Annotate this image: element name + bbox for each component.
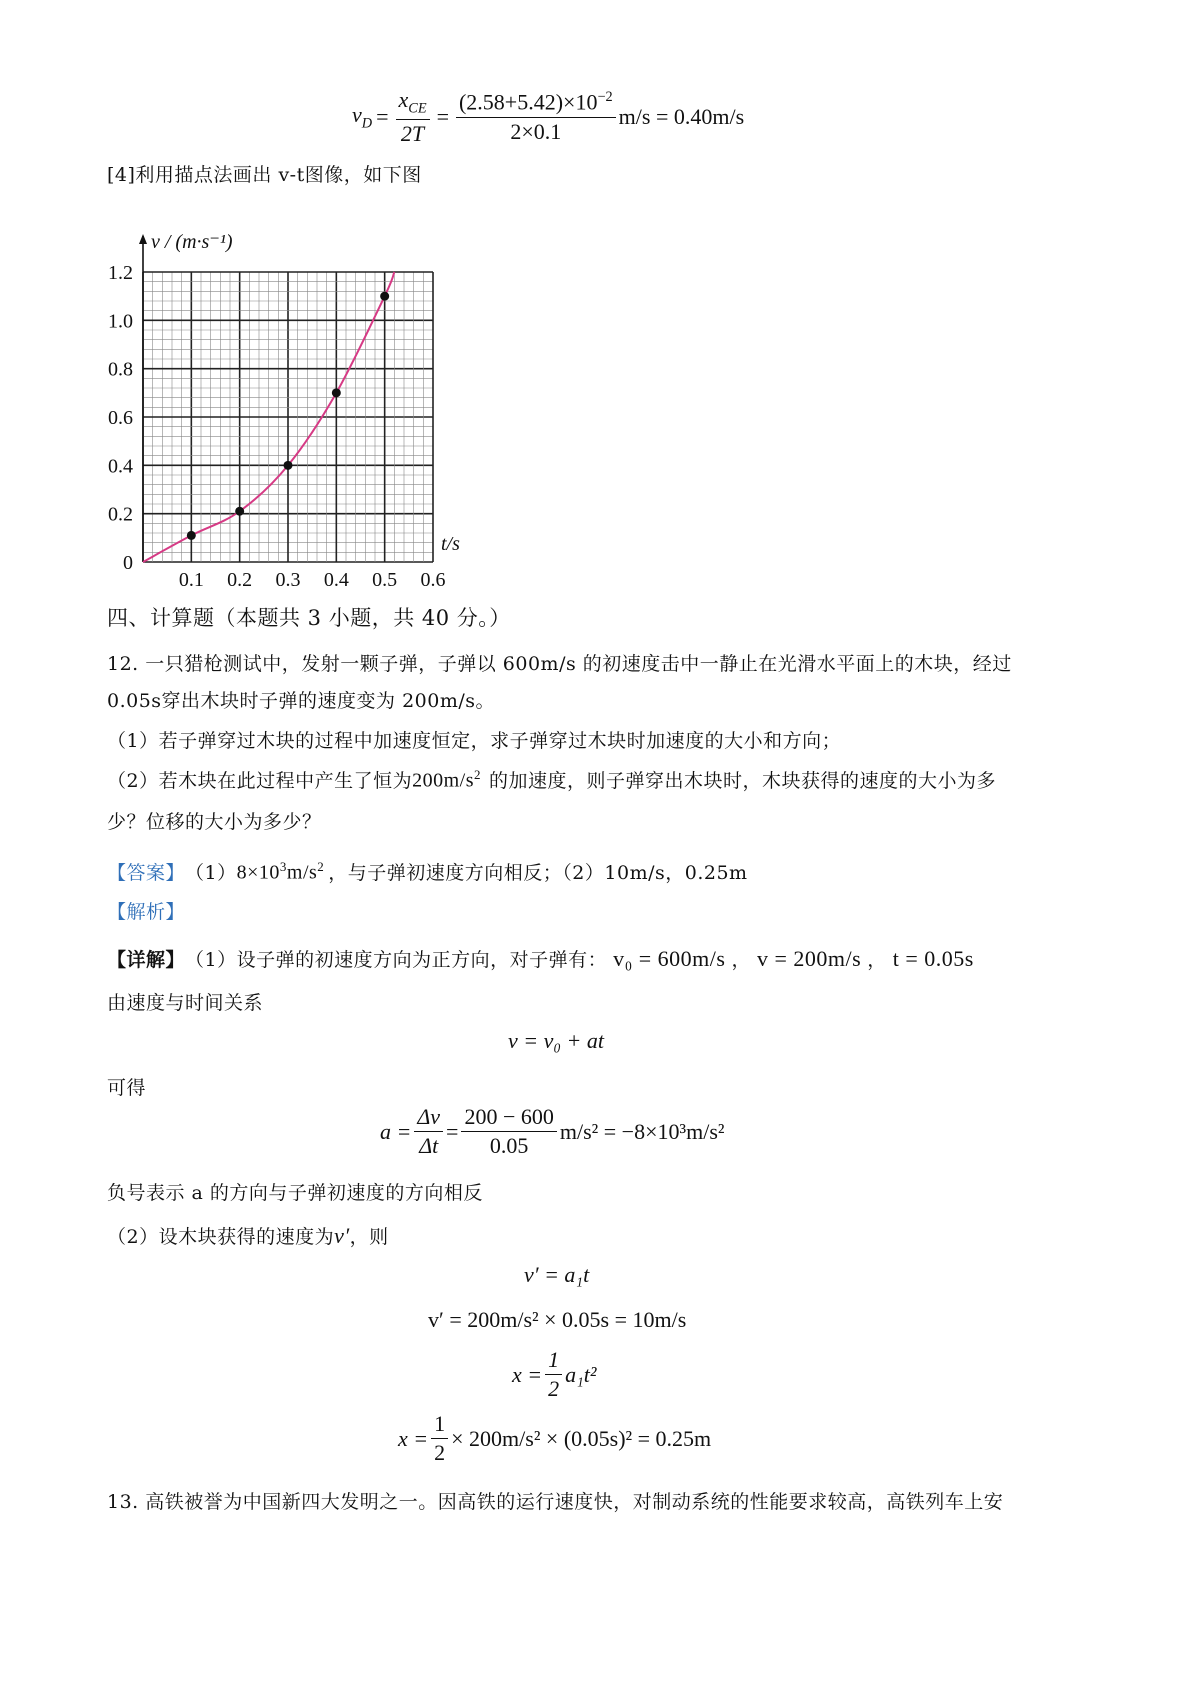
y-tick-label: 0.8 <box>108 358 133 381</box>
equation-6: x = $\frac{1}{2}$ × 200m/s² × (0.05s)² = 0.25m <box>398 1411 712 1466</box>
keyi-text: 可得 <box>107 1077 147 1099</box>
y-tick-label: 1.2 <box>108 262 133 284</box>
detail-label: 【详解】 <box>107 949 186 971</box>
detail-line2: 由速度与时间关系 <box>107 992 264 1014</box>
section-title: 四、计算题（本题共 3 小题，共 40 分。） <box>107 606 511 630</box>
equation-2: a = $\frac{\Delta v}{\Delta t}$ = $\frac{200 - 600}{0.05}$ m/s² = −8×10³m/s² <box>380 1104 725 1159</box>
y-tick-label: 0.2 <box>108 503 133 526</box>
data-point <box>284 461 293 470</box>
q13-line: 13. 高铁被誉为中国新四大发明之一。因高铁的运行速度快，对制动系统的性能要求较高，高铁列车上安 <box>107 1491 1004 1513</box>
x-tick-label: 0.1 <box>178 569 204 591</box>
vt-chart <box>100 228 480 598</box>
q12-line1: 12. 一只猎枪测试中，发射一颗子弹，子弹以 600m/s 的初速度击中一静止在光滑水平面上的木块，经过 <box>107 653 1012 675</box>
neg-text: 负号表示 a 的方向与子弹初速度的方向相反 <box>107 1182 483 1204</box>
x-tick-label: 0.3 <box>275 569 301 591</box>
x-tick-label: 0.6 <box>420 569 446 591</box>
equation-4: v′ = 200m/s² × 0.05s = 10m/s <box>428 1307 687 1332</box>
eq-vd-lhs: $v_D$ <box>352 101 373 132</box>
x-tick-label: 0.4 <box>323 569 349 591</box>
part2-line: （2）设木块获得的速度为 v′ ，则 <box>107 1222 389 1248</box>
analysis-label: 【解析】 <box>107 901 186 923</box>
equation-3: v′ = a₁t <box>524 1262 590 1287</box>
y-axis-arrow <box>139 234 147 244</box>
q12-line2: 0.05s穿出木块时子弹的速度变为 200m/s。 <box>107 690 496 712</box>
equation-1: v = v₀ + at <box>508 1028 604 1053</box>
eq-vd-frac1: $\frac{x_{CE}}{2T}$ <box>396 88 430 146</box>
equation-5: x = $\frac{1}{2}$ a₁t² <box>512 1347 597 1402</box>
eq-vd-frac2: $\frac{(2.58+5.42)\times 10^{-2}}{2\times 0.1}$ <box>456 90 616 144</box>
answer-line: 【答案】 （1） $8\times 10^3m/s^2$ ，与子弹初速度方向相反；（2）10m/s，0.25m <box>107 858 748 884</box>
q12-part2: （2）若木块在此过程中产生了恒为 $200m/s^2$ 的加速度，则子弹穿出木块时，木块获得的速度的大小为多 <box>107 766 997 792</box>
y-tick-label: 0.4 <box>108 455 133 478</box>
y-axis-label: v / (m·s⁻¹) <box>151 231 233 253</box>
equation-vd: $v_D$ = $\frac{x_{CE}}{2T}$ = $\frac{(2.58+5.42)\times 10^{-2}}{2\times 0.1}$ m/s = 0.40m/s <box>352 87 745 147</box>
x-tick-label: 0.2 <box>227 569 253 591</box>
x-tick-label: 0.5 <box>372 569 398 591</box>
answer-label: 【答案】 <box>107 862 186 884</box>
q12-part2-line2: 少？位移的大小为多少？ <box>107 811 322 833</box>
data-point <box>332 388 341 397</box>
eq-vd-tail: m/s = 0.40m/s <box>618 104 745 130</box>
data-point <box>187 531 196 540</box>
y-tick-label: 0.6 <box>108 407 133 429</box>
y-tick-label: 1.0 <box>108 310 133 333</box>
data-point <box>235 507 244 516</box>
step4-text: [4]利用描点法画出 v-t图像，如下图 <box>107 164 422 186</box>
q12-part1: （1）若子弹穿过木块的过程中加速度恒定，求子弹穿过木块时加速度的大小和方向； <box>107 730 842 752</box>
y-tick-label: 0 <box>123 552 133 574</box>
x-axis-label: t/s <box>441 533 460 555</box>
detail-line: 【详解】 （1）设子弹的初速度方向为正方向，对子弹有： v₀ = 600m/s ， v = 200m/s ， t = 0.05s <box>107 945 974 971</box>
data-point <box>380 292 389 301</box>
